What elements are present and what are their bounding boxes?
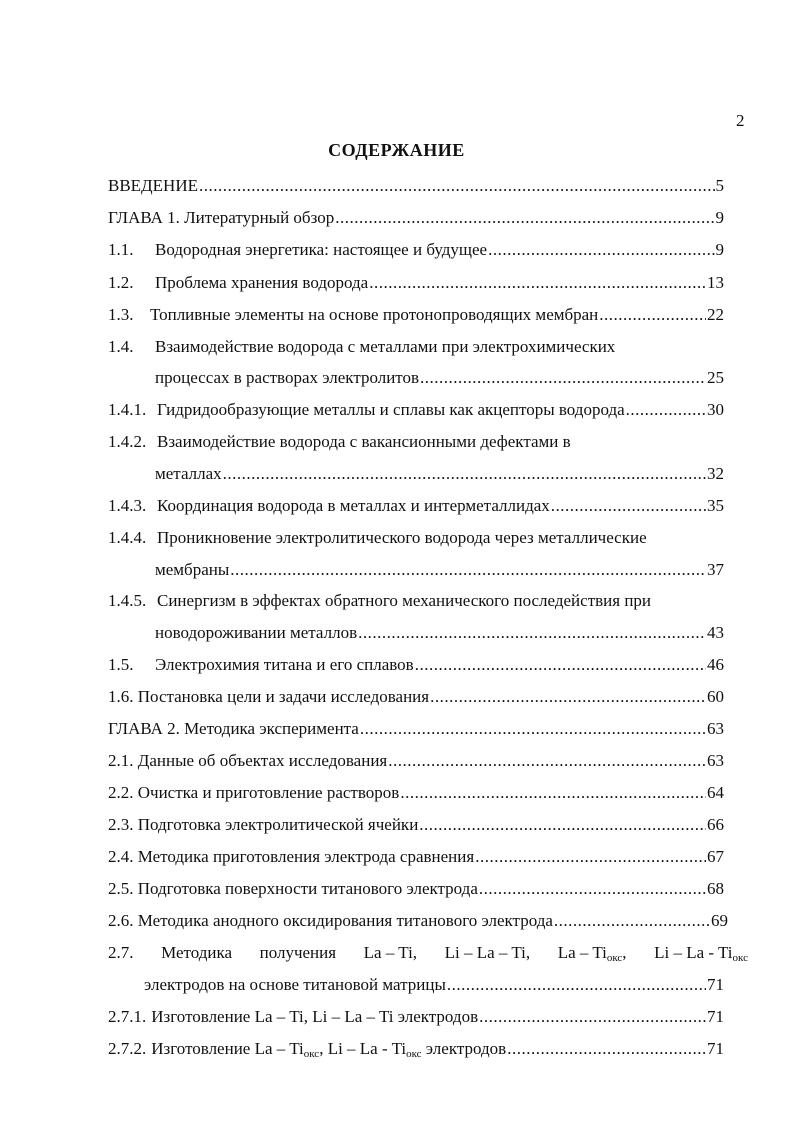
- toc-entry-text: Водородная энергетика: настоящее и будущее: [155, 240, 488, 259]
- toc-entry-text: 2.5. Подготовка поверхности титанового электрода: [108, 879, 478, 898]
- toc-entry-page: 63: [707, 751, 724, 770]
- leader-dots: [230, 560, 706, 580]
- toc-entry-text: мембраны: [155, 560, 230, 579]
- toc-entry-text: Координация водорода в металлах и интерметаллидах: [157, 496, 550, 515]
- leader-dots: [447, 975, 706, 995]
- toc-entry-number: 1.4.5.: [108, 591, 147, 610]
- toc-entry-text: ГЛАВА 2. Методика эксперимента: [108, 719, 359, 738]
- toc-entry-page: 64: [707, 783, 724, 802]
- toc-entry-text-part: получения: [259, 943, 337, 962]
- toc-entry-text: новодороживании металлов: [155, 623, 358, 642]
- toc-entry: [108, 432, 571, 452]
- toc-entry: [108, 240, 724, 260]
- toc-entry: [108, 496, 724, 516]
- toc-entry-text: 1.6. Постановка цели и задачи исследования: [108, 687, 430, 706]
- leader-dots: [199, 176, 715, 196]
- toc-entry: [108, 528, 647, 548]
- toc-entry-text: Проблема хранения водорода: [155, 273, 369, 292]
- toc-entry: [108, 273, 724, 293]
- toc-entry-continuation: [144, 975, 724, 995]
- toc-entry-page: 13: [707, 273, 724, 292]
- toc-entry-page: 71: [707, 975, 724, 994]
- toc-entry-number: 1.4.3.: [108, 496, 147, 515]
- toc-entry-text: ВВЕДЕНИЕ: [108, 176, 198, 195]
- leader-dots: [223, 464, 706, 484]
- toc-entry: [108, 847, 724, 867]
- toc-entry: [108, 687, 724, 707]
- toc-entry-text: процессах в растворах электролитов: [155, 368, 420, 387]
- toc-entry-number: 1.2.: [108, 273, 134, 292]
- leader-dots: [358, 623, 706, 643]
- toc-entry-continuation: [155, 560, 724, 580]
- toc-entry-text: 2.1. Данные об объектах исследования: [108, 751, 388, 770]
- toc-entry-text: Взаимодействие водорода с металлами при электрохимических: [155, 337, 616, 356]
- toc-entry-page: 9: [715, 208, 724, 227]
- toc-entry-page: 37: [707, 560, 724, 579]
- toc-entry-number: 1.4.: [108, 337, 134, 356]
- toc-entry: [108, 943, 748, 963]
- toc-entry-text: Изготовление La – $Ti_{окс}$, Li – La - $Ti_{окс}$ электродов: [151, 1039, 507, 1060]
- toc-entry-text: 2.6. Методика анодного оксидирования титанового электрода: [108, 911, 553, 930]
- toc-entry: [108, 655, 724, 675]
- toc-entry-number: 1.5.: [108, 655, 134, 674]
- toc-entry-page: 69: [711, 911, 728, 930]
- toc-entry-text-part: Методика: [161, 943, 233, 962]
- leader-dots: [488, 240, 714, 260]
- toc-entry-page: 71: [707, 1007, 724, 1026]
- toc-entry: [108, 176, 724, 196]
- toc-entry-number: 1.4.2.: [108, 432, 147, 451]
- page-title: СОДЕРЖАНИЕ: [328, 140, 465, 160]
- toc-entry: [108, 751, 724, 771]
- toc-entry-text: 2.3. Подготовка электролитической ячейки: [108, 815, 419, 834]
- leader-dots: [419, 815, 706, 835]
- toc-entry-text: Проникновение электролитического водорода через металлические: [157, 528, 647, 547]
- toc-entry-text-part: La – Ti,: [363, 943, 418, 962]
- toc-entry-continuation: [155, 464, 724, 484]
- toc-entry-page: 63: [707, 719, 724, 738]
- leader-dots: [415, 655, 706, 675]
- toc-entry-number: 2.7.: [108, 943, 134, 962]
- toc-entry-continuation: [155, 368, 724, 388]
- leader-dots: [599, 305, 706, 325]
- toc-entry-number: 2.7.2.: [108, 1039, 147, 1058]
- leader-dots: [475, 847, 706, 867]
- toc-entry-text: Гидридообразующие металлы и сплавы как акцепторы водорода: [157, 400, 625, 419]
- toc-entry-text: Взаимодействие водорода с вакансионными дефектами в: [157, 432, 571, 451]
- toc-entry-page: 67: [707, 847, 724, 866]
- toc-entry-page: 60: [707, 687, 724, 706]
- toc-entry-page: 68: [707, 879, 724, 898]
- toc-entry-text: Синергизм в эффектах обратного механического последействия при: [157, 591, 652, 610]
- toc-entry: [108, 400, 724, 420]
- toc-entry-continuation: [155, 623, 724, 643]
- leader-dots: [479, 879, 706, 899]
- toc-entry-text: 2.2. Очистка и приготовление растворов: [108, 783, 400, 802]
- toc-entry-text: Топливные элементы на основе протонопроводящих мембран: [150, 305, 599, 324]
- toc-entry-text: электродов на основе титановой матрицы: [144, 975, 446, 994]
- toc-entry: [108, 208, 724, 228]
- toc-entry-text: 2.4. Методика приготовления электрода сравнения: [108, 847, 475, 866]
- toc-entry: [108, 719, 724, 739]
- toc-entry-number: 1.1.: [108, 240, 134, 259]
- toc-entry: [108, 337, 615, 357]
- leader-dots: [360, 719, 706, 739]
- toc-entry-page: 71: [707, 1039, 724, 1058]
- toc-entry-text: Электрохимия титана и его сплавов: [155, 655, 414, 674]
- leader-dots: [420, 368, 706, 388]
- leader-dots: [507, 1039, 706, 1059]
- toc-entry-text: ГЛАВА 1. Литературный обзор: [108, 208, 335, 227]
- toc-entry: [108, 783, 724, 803]
- leader-dots: [479, 1007, 706, 1027]
- toc-entry-page: 32: [707, 464, 724, 483]
- toc-entry-text-part: Li – La - $Ti_{окс}$: [654, 943, 748, 964]
- toc-entry-number: 1.4.4.: [108, 528, 147, 547]
- toc-entry-text-part: Li – La – Ti,: [444, 943, 531, 962]
- leader-dots: [335, 208, 714, 228]
- toc-entry-page: 30: [707, 400, 724, 419]
- toc-entry-text: Изготовление La – Ti, Li – La – Ti электродов: [151, 1007, 479, 1026]
- leader-dots: [551, 496, 706, 516]
- toc-entry-page: 66: [707, 815, 724, 834]
- toc-entry-text: металлах: [155, 464, 222, 483]
- toc-entry: [108, 879, 724, 899]
- toc-entry-number: 2.7.1.: [108, 1007, 147, 1026]
- leader-dots: [554, 911, 710, 931]
- toc-entry-number: 1.3.: [108, 305, 134, 324]
- toc-entry-page: 22: [707, 305, 724, 324]
- toc-entry-page: 5: [715, 176, 724, 195]
- toc-entry: [108, 1039, 724, 1059]
- toc-entry-page: 46: [707, 655, 724, 674]
- toc-entry-page: 35: [707, 496, 724, 515]
- toc-entry-page: 25: [707, 368, 724, 387]
- leader-dots: [388, 751, 706, 771]
- toc-entry: [108, 911, 728, 931]
- toc-entry-number: 1.4.1.: [108, 400, 147, 419]
- leader-dots: [400, 783, 706, 803]
- leader-dots: [430, 687, 706, 707]
- leader-dots: [369, 273, 706, 293]
- toc-entry: [108, 591, 651, 611]
- toc-entry: [108, 305, 724, 325]
- toc-entry: [108, 1007, 724, 1027]
- toc-entry: [108, 815, 724, 835]
- leader-dots: [626, 400, 706, 420]
- toc-entry-text-part: La – $Ti_{окс}$,: [557, 943, 627, 964]
- toc-entry-page: 9: [715, 240, 724, 259]
- page-number: 2: [736, 111, 745, 130]
- toc-entry-page: 43: [707, 623, 724, 642]
